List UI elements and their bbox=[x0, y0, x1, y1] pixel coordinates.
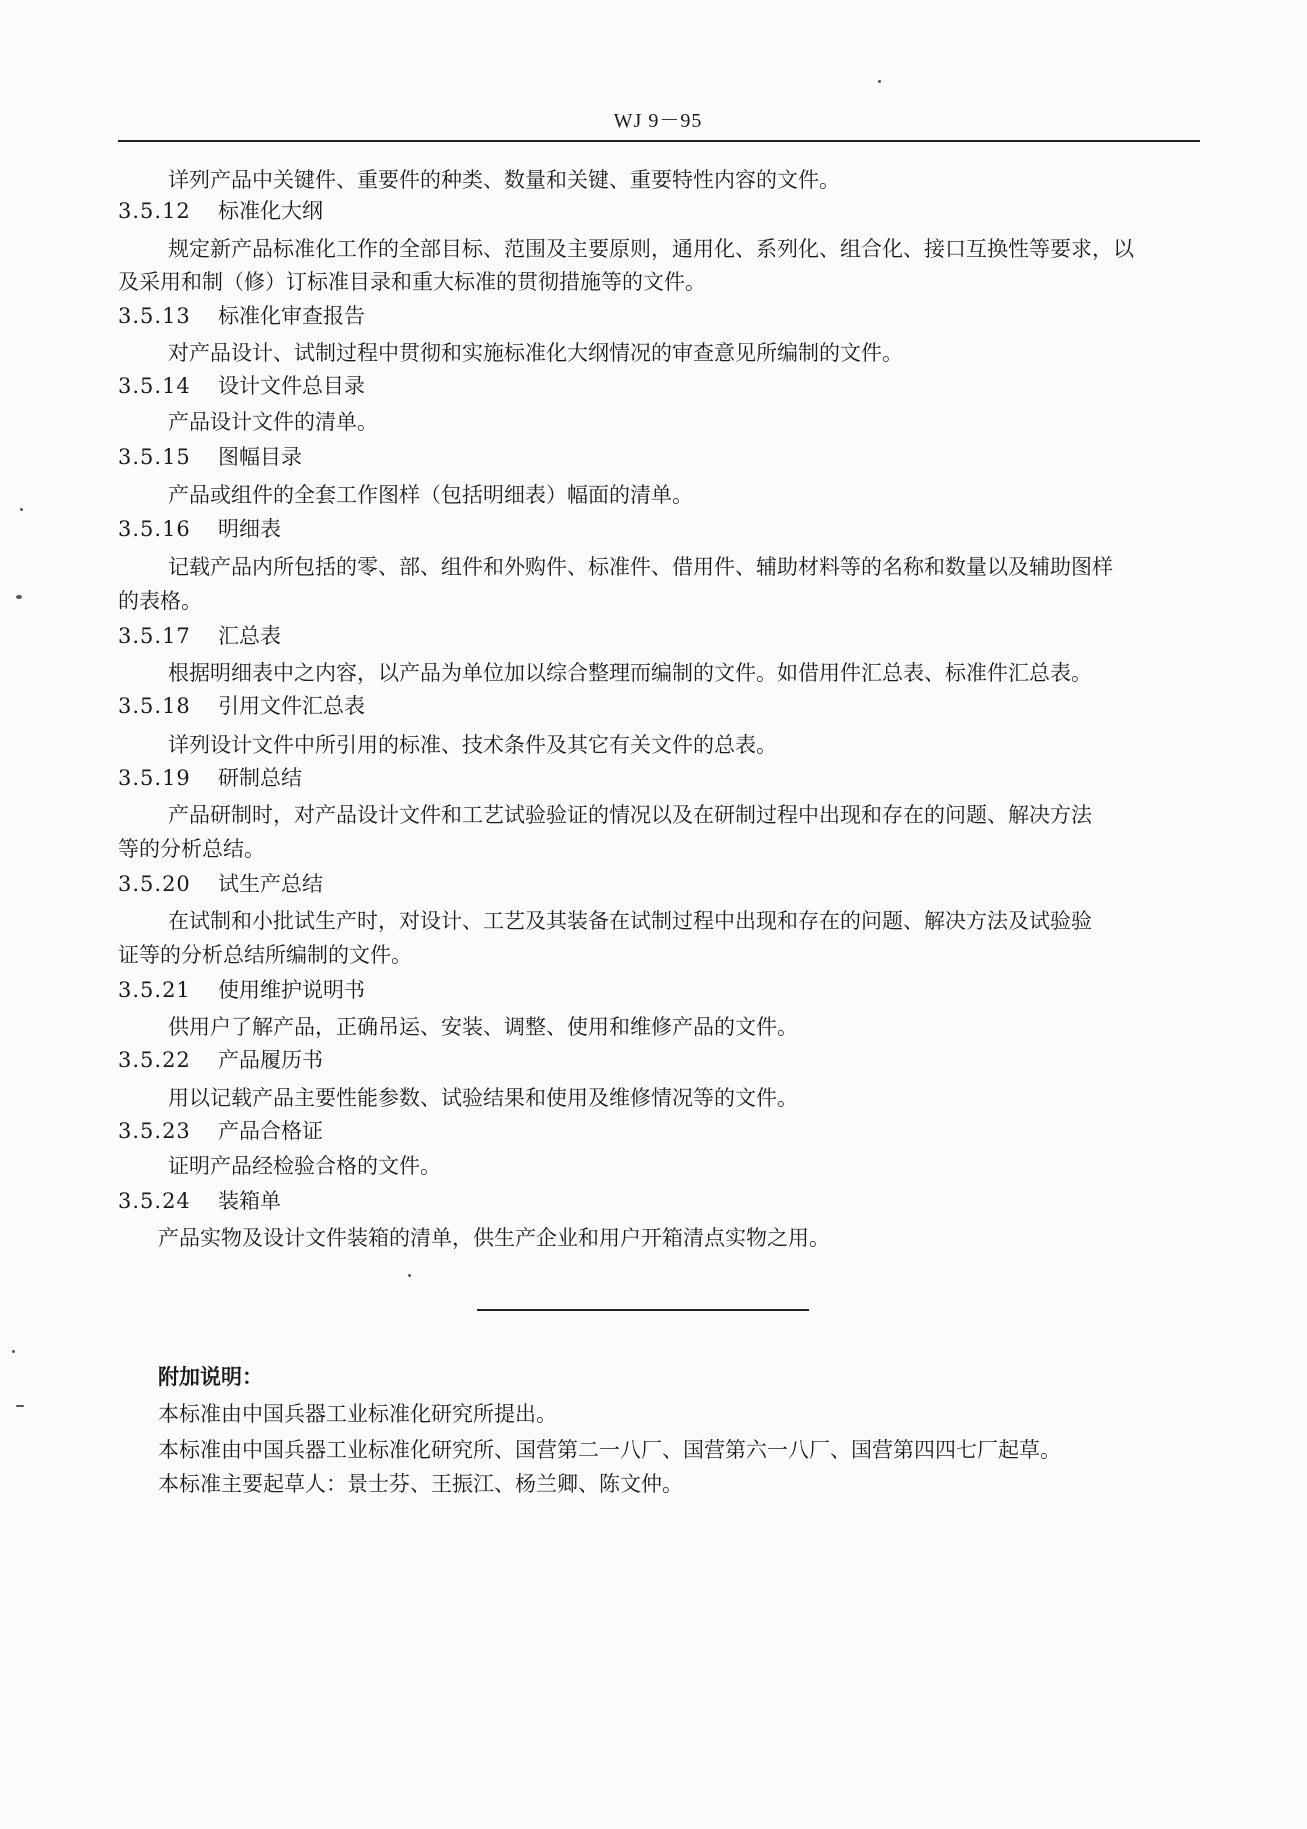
paragraph-line: 详列设计文件中所引用的标准、技术条件及其它有关文件的总表。 bbox=[168, 733, 777, 757]
section-number: 3.5.13 bbox=[118, 304, 191, 328]
section-title: 明细表 bbox=[218, 517, 281, 541]
paragraph-line: 规定新产品标准化工作的全部目标、范围及主要原则，通用化、系列化、组合化、接口互换性等要求，以 bbox=[168, 237, 1134, 261]
paragraph-line: 用以记载产品主要性能参数、试验结果和使用及维修情况等的文件。 bbox=[168, 1086, 798, 1110]
paragraph-line: 对产品设计、试制过程中贯彻和实施标准化大纲情况的审查意见所编制的文件。 bbox=[168, 341, 903, 365]
section-title: 试生产总结 bbox=[218, 872, 323, 896]
section-heading-3-5-17 bbox=[118, 622, 281, 650]
section-number: 3.5.24 bbox=[118, 1189, 191, 1213]
paragraph-line: 的表格。 bbox=[118, 589, 202, 613]
paragraph-line: 供用户了解产品，正确吊运、安装、调整、使用和维修产品的文件。 bbox=[168, 1015, 798, 1039]
section-heading-3-5-21 bbox=[118, 976, 365, 1004]
paragraph-line: 在试制和小批试生产时，对设计、工艺及其装备在试制过程中出现和存在的问题、解决方法及试验验 bbox=[168, 909, 1092, 933]
paragraph-line: 等的分析总结。 bbox=[118, 837, 265, 861]
section-heading-3-5-23 bbox=[118, 1117, 323, 1145]
paragraph-line: 记载产品内所包括的零、部、组件和外购件、标准件、借用件、辅助材料等的名称和数量以及辅助图样 bbox=[168, 555, 1113, 579]
section-title: 研制总结 bbox=[218, 766, 302, 790]
section-title: 标准化审查报告 bbox=[218, 304, 365, 328]
header-rule bbox=[118, 140, 1200, 142]
paragraph-line: 证明产品经检验合格的文件。 bbox=[168, 1154, 441, 1178]
paragraph-line: 产品实物及设计文件装箱的清单，供生产企业和用户开箱清点实物之用。 bbox=[158, 1226, 830, 1250]
paragraph-line: 产品研制时，对产品设计文件和工艺试验验证的情况以及在研制过程中出现和存在的问题、解决方法 bbox=[168, 803, 1092, 827]
notes-line: 本标准由中国兵器工业标准化研究所、国营第二一八厂、国营第六一八厂、国营第四四七厂起草。 bbox=[158, 1438, 1061, 1462]
section-heading-3-5-12 bbox=[118, 197, 323, 225]
section-title: 汇总表 bbox=[218, 624, 281, 648]
paragraph-line: 证等的分析总结所编制的文件。 bbox=[118, 943, 412, 967]
section-heading-3-5-16 bbox=[118, 515, 281, 543]
section-number: 3.5.15 bbox=[118, 445, 191, 469]
paragraph-line: 产品设计文件的清单。 bbox=[168, 410, 378, 434]
notes-heading: 附加说明： bbox=[158, 1364, 263, 1389]
section-number: 3.5.18 bbox=[118, 694, 191, 718]
paragraph-line: 根据明细表中之内容，以产品为单位加以综合整理而编制的文件。如借用件汇总表、标准件汇总表。 bbox=[168, 661, 1092, 685]
section-number: 3.5.16 bbox=[118, 517, 191, 541]
scan-speck bbox=[16, 595, 22, 599]
section-number: 3.5.19 bbox=[118, 766, 191, 790]
section-title: 图幅目录 bbox=[218, 445, 302, 469]
section-title: 标准化大纲 bbox=[218, 199, 323, 223]
paragraph-line: 及采用和制（修）订标准目录和重大标准的贯彻措施等的文件。 bbox=[118, 270, 706, 294]
notes-line: 本标准主要起草人：景士芬、王振江、杨兰卿、陈文仲。 bbox=[158, 1472, 683, 1496]
paragraph-line: 产品或组件的全套工作图样（包括明细表）幅面的清单。 bbox=[168, 483, 693, 507]
section-title: 设计文件总目录 bbox=[218, 374, 365, 398]
scan-speck bbox=[878, 80, 881, 83]
paragraph-line: 详列产品中关键件、重要件的种类、数量和关键、重要特性内容的文件。 bbox=[168, 168, 840, 192]
section-heading-3-5-22 bbox=[118, 1046, 323, 1074]
section-title: 使用维护说明书 bbox=[218, 978, 365, 1002]
scan-speck bbox=[20, 508, 23, 511]
notes-line: 本标准由中国兵器工业标准化研究所提出。 bbox=[158, 1402, 557, 1426]
section-heading-3-5-14 bbox=[118, 372, 365, 400]
section-number: 3.5.20 bbox=[118, 872, 191, 896]
section-number: 3.5.12 bbox=[118, 199, 191, 223]
section-title: 引用文件汇总表 bbox=[218, 694, 365, 718]
section-heading-3-5-18 bbox=[118, 692, 365, 720]
section-number: 3.5.23 bbox=[118, 1119, 191, 1143]
section-heading-3-5-24 bbox=[118, 1187, 281, 1215]
scan-speck bbox=[12, 1350, 15, 1353]
section-heading-3-5-20 bbox=[118, 870, 323, 898]
scan-speck bbox=[408, 1274, 411, 1277]
section-title: 产品合格证 bbox=[218, 1119, 323, 1143]
section-title: 装箱单 bbox=[218, 1189, 281, 1213]
section-heading-3-5-19 bbox=[118, 764, 302, 792]
section-heading-3-5-13 bbox=[118, 302, 365, 330]
section-number: 3.5.17 bbox=[118, 624, 191, 648]
section-title: 产品履历书 bbox=[218, 1048, 323, 1072]
scan-speck bbox=[16, 1405, 24, 1407]
end-of-text-rule bbox=[477, 1309, 809, 1311]
section-number: 3.5.14 bbox=[118, 374, 191, 398]
page-header-code: WJ 9－95 bbox=[613, 110, 703, 132]
section-number: 3.5.21 bbox=[118, 978, 191, 1002]
section-heading-3-5-15 bbox=[118, 443, 302, 471]
section-number: 3.5.22 bbox=[118, 1048, 191, 1072]
